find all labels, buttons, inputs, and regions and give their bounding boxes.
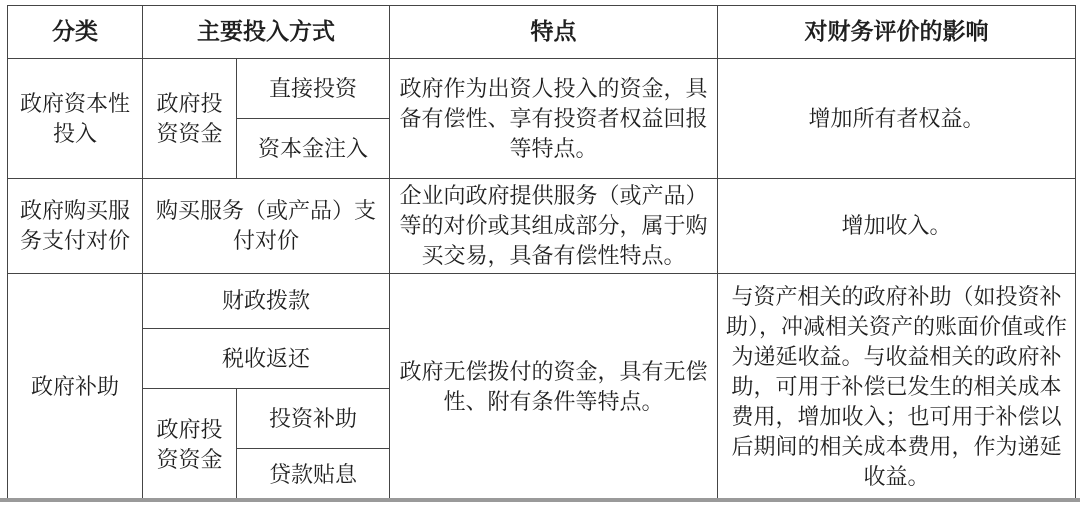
table-header-row (8, 6, 1076, 59)
cell-capital-feature: 政府作为出资人投入的资金，具备有偿性、享有投资者权益回报等特点。 (390, 59, 718, 179)
cell-purchase-impact: 增加收入。 (718, 179, 1076, 274)
table-row-capital-1 (8, 59, 1076, 119)
government-investment-table (7, 5, 1076, 501)
cell-purchase-method: 购买服务（或产品）支付对价 (143, 179, 390, 274)
cell-subsidy-method-invest: 投资补助 (237, 389, 390, 449)
cell-capital-method-direct: 直接投资 (237, 59, 390, 119)
cell-capital-impact: 增加所有者权益。 (718, 59, 1076, 179)
cell-subsidy-fund-group: 政府投资资金 (143, 389, 237, 501)
cell-subsidy-impact: 与资产相关的政府补助（如投资补助），冲减相关资产的账面价值或作为递延收益。与收益相关的政府补助，可用于补偿已发生的相关成本费用，增加收入；也可用于补偿以后期间的相关成本费用，作为递延收益。 (718, 274, 1076, 501)
cell-capital-fund-group: 政府投资资金 (143, 59, 237, 179)
cell-capital-method-injection: 资本金注入 (237, 119, 390, 179)
table-row-subsidy-1 (8, 274, 1076, 329)
cell-purchase-feature: 企业向政府提供服务（或产品）等的对价或其组成部分，属于购买交易，具备有偿性特点。 (390, 179, 718, 274)
header-impact: 对财务评价的影响 (718, 6, 1076, 59)
cell-capital-category: 政府资本性投入 (8, 59, 143, 179)
header-category: 分类 (8, 6, 143, 59)
cell-purchase-category: 政府购买服务支付对价 (8, 179, 143, 274)
cell-subsidy-category: 政府补助 (8, 274, 143, 501)
bottom-divider (0, 498, 1080, 502)
cell-subsidy-method-tax: 税收返还 (143, 329, 390, 389)
cell-subsidy-method-loan: 贷款贴息 (237, 449, 390, 501)
table-row-purchase (8, 179, 1076, 274)
cell-subsidy-feature: 政府无偿拨付的资金，具有无偿性、附有条件等特点。 (390, 274, 718, 501)
header-method: 主要投入方式 (143, 6, 390, 59)
cell-subsidy-method-fiscal: 财政拨款 (143, 274, 390, 329)
header-feature: 特点 (390, 6, 718, 59)
